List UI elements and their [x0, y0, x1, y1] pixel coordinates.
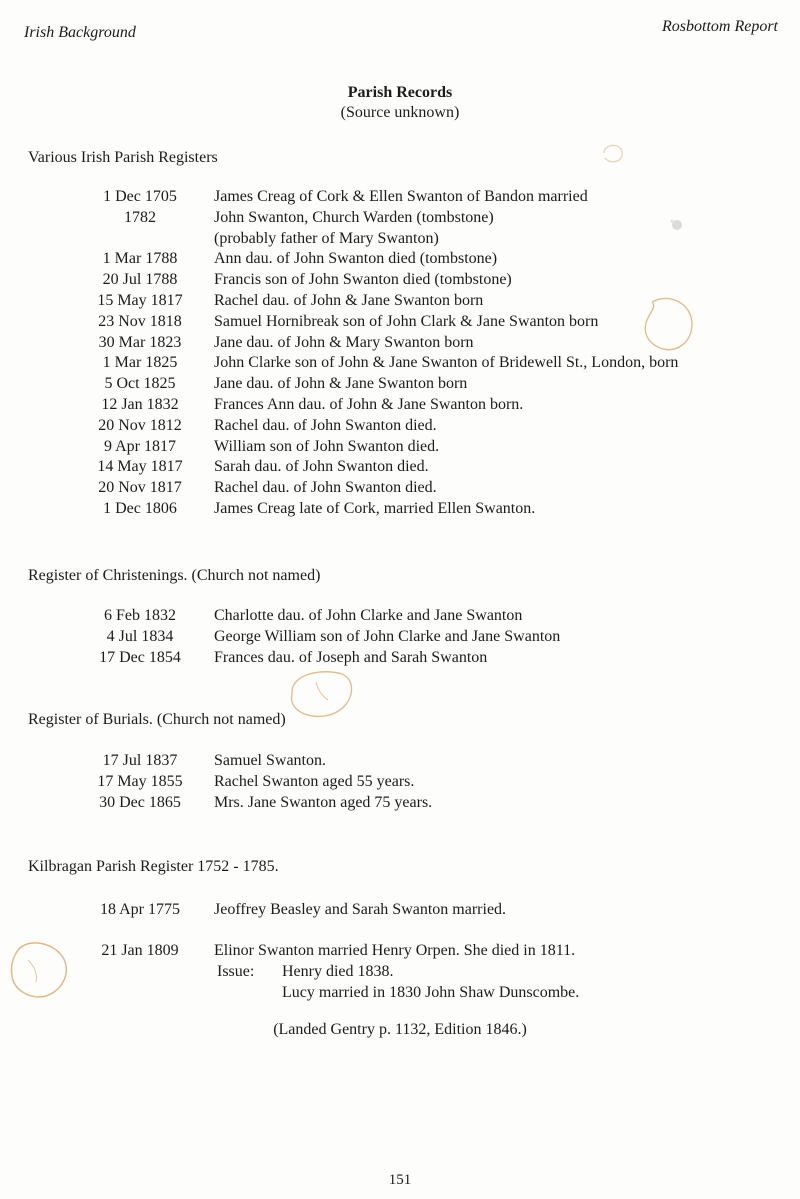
records-list-various-registers: [0, 186, 800, 519]
record-row: [0, 228, 800, 249]
record-date: 30 Mar 1823: [98, 333, 182, 351]
record-row: [0, 436, 800, 457]
record-date: 20 Jul 1788: [102, 271, 178, 289]
record-date: 17 Dec 1854: [99, 649, 181, 666]
record-row: [0, 373, 800, 394]
record-date: 30 Dec 1865: [99, 794, 181, 811]
page-title: Parish Records: [347, 84, 453, 101]
record-row: [0, 647, 800, 668]
record-date: 1782: [124, 208, 156, 226]
stain-mark-middle: [282, 664, 362, 724]
record-text: George William son of John Clarke and Jane Swanton: [214, 628, 561, 645]
record-text: James Creag late of Cork, married Ellen Swanton.: [214, 499, 536, 517]
record-date: 17 May 1855: [97, 773, 183, 790]
record-text: Jane dau. of John & Mary Swanton born: [214, 333, 474, 351]
record-date: 1 Mar 1825: [102, 354, 178, 372]
record-text: Francis son of John Swanton died (tombstone): [214, 271, 512, 289]
record-row: [0, 332, 800, 353]
record-text: Mrs. Jane Swanton aged 75 years.: [214, 794, 433, 811]
record-text: Elinor Swanton married Henry Orpen. She died in 1811.: [214, 942, 576, 959]
issue-item: Lucy married in 1830 John Shaw Dunscombe.: [282, 984, 580, 1001]
record-row: [0, 899, 800, 920]
record-date: 17 Jul 1837: [102, 752, 178, 769]
record-text: Ann dau. of John Swanton died (tombstone): [214, 250, 498, 268]
issue-row: [0, 961, 800, 982]
section-heading-burials: Register of Burials. (Church not named): [28, 711, 286, 728]
record-date: 1 Mar 1788: [102, 250, 178, 268]
row-spacer: [0, 920, 800, 940]
record-text: Rachel dau. of John Swanton died.: [214, 416, 437, 434]
record-text: Jeoffrey Beasley and Sarah Swanton married.: [214, 901, 507, 918]
record-text: Sarah dau. of John Swanton died.: [214, 458, 429, 476]
record-text: John Swanton, Church Warden (tombstone): [214, 208, 494, 226]
record-row: [0, 750, 800, 771]
section-heading-various-registers: Various Irish Parish Registers: [28, 149, 218, 166]
record-date: 21 Jan 1809: [101, 942, 179, 959]
record-row: [0, 394, 800, 415]
record-text: Frances dau. of Joseph and Sarah Swanton: [214, 649, 488, 666]
record-text: (probably father of Mary Swanton): [214, 229, 439, 247]
record-text: Charlotte dau. of John Clarke and Jane Swanton: [214, 607, 523, 624]
records-list-christenings: [0, 605, 800, 668]
record-date: 1 Dec 1806: [103, 499, 177, 517]
record-text: Rachel Swanton aged 55 years.: [214, 773, 415, 790]
record-row: [0, 311, 800, 332]
record-date: 23 Nov 1818: [98, 312, 182, 330]
record-row: [0, 456, 800, 477]
record-date: 20 Nov 1817: [98, 479, 182, 497]
record-text: Samuel Swanton.: [214, 752, 326, 769]
record-text: Frances Ann dau. of John & Jane Swanton born.: [214, 395, 524, 413]
record-row: [0, 352, 800, 373]
record-date: 6 Feb 1832: [104, 607, 176, 624]
record-row: [0, 498, 800, 519]
record-row: [0, 415, 800, 436]
issue-row: [0, 982, 800, 1003]
records-list-kilbragan: [0, 899, 800, 1003]
record-text: Samuel Hornibreak son of John Clark & Jane Swanton born: [214, 312, 599, 330]
record-text: William son of John Swanton died.: [214, 437, 440, 455]
record-date: 12 Jan 1832: [101, 395, 179, 413]
record-text: John Clarke son of John & Jane Swanton of Bridewell St., London, born: [214, 354, 679, 372]
record-row: [0, 248, 800, 269]
issue-label: Issue:: [217, 963, 255, 980]
record-text: Rachel dau. of John Swanton died.: [214, 479, 437, 497]
page-subtitle: (Source unknown): [340, 104, 460, 121]
record-row: [0, 186, 800, 207]
record-date: 20 Nov 1812: [98, 416, 182, 434]
record-row: [0, 477, 800, 498]
record-row: [0, 605, 800, 626]
records-list-burials: [0, 750, 800, 813]
record-text: Rachel dau. of John & Jane Swanton born: [214, 291, 484, 309]
record-text: Jane dau. of John & Jane Swanton born: [214, 375, 468, 393]
stain-mark-top: [598, 138, 628, 168]
record-row: [0, 940, 800, 961]
section-heading-kilbragan: Kilbragan Parish Register 1752 - 1785.: [28, 858, 279, 875]
record-row: [0, 771, 800, 792]
record-date: 1 Dec 1705: [103, 188, 177, 205]
running-header-right: Rosbottom Report: [662, 18, 778, 35]
section-heading-christenings: Register of Christenings. (Church not named): [28, 567, 321, 584]
record-row: [0, 792, 800, 813]
record-row: [0, 269, 800, 290]
record-date: 5 Oct 1825: [104, 375, 176, 393]
record-date: 14 May 1817: [97, 458, 183, 476]
source-note: (Landed Gentry p. 1132, Edition 1846.): [273, 1021, 527, 1038]
page-number: 151: [388, 1172, 412, 1188]
record-row: [0, 290, 800, 311]
record-row: [0, 207, 800, 228]
record-text: James Creag of Cork & Ellen Swanton of Bandon married: [214, 188, 588, 205]
record-date: 18 Apr 1775: [100, 901, 180, 918]
record-date: 15 May 1817: [97, 291, 183, 309]
record-date: 9 Apr 1817: [104, 437, 176, 455]
record-row: [0, 626, 800, 647]
record-date: 4 Jul 1834: [106, 628, 174, 645]
running-header-left: Irish Background: [24, 24, 136, 41]
issue-item: Henry died 1838.: [282, 963, 394, 980]
